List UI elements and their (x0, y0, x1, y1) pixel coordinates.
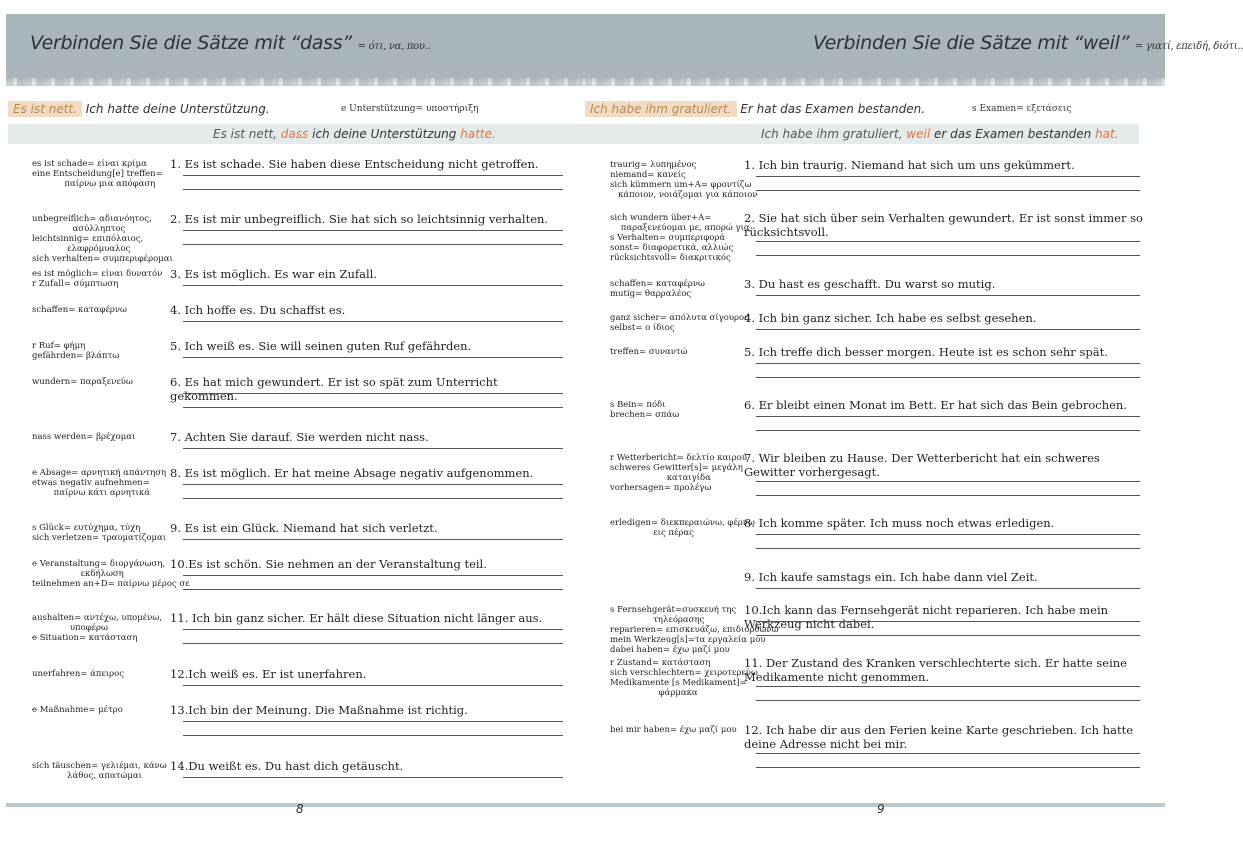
exercise-sentence: 10.Ich kann das Fernsehgerät nicht reparieren. Ich habe mein Werkzeug nicht dabei. (744, 603, 1109, 631)
exercise-sentence: 14.Du weißt es. Du hast dich getäuscht. (170, 759, 404, 773)
answer-line[interactable] (756, 241, 1140, 242)
answer-line[interactable] (756, 329, 1140, 330)
left-page (0, 0, 585, 849)
vocab-gloss: e Veranstaltung= διοργάνωση, εκδήλωση teilnehmen an+D= παίρνω μέρος σε (32, 559, 190, 589)
left-title (30, 32, 430, 54)
vocab-gloss: s Glück= ευτύχημα, τύχη sich verletzen= τραυματίζομαι (32, 523, 167, 543)
left-answer-conj: dass (280, 127, 309, 141)
answer-line[interactable] (756, 481, 1140, 482)
vocab-gloss: schaffen= καταφέρνω mutig= θαρραλέος (610, 279, 705, 299)
vocab-gloss: s Fernsehgerät=συσκευή της τηλεόρασης reparieren= επισκευάζω, επιδιορθώνω mein Werkzeug[s]=τα εργαλεία μου dabei haben= έχω μαζί μου (610, 605, 779, 655)
exercise-sentence: 12.Ich weiß es. Er ist unerfahren. (170, 667, 367, 681)
answer-line[interactable] (183, 685, 563, 686)
exercise-sentence: 10.Es ist schön. Sie nehmen an der Veranstaltung teil. (170, 557, 487, 571)
exercise-sentence: 7. Wir bleiben zu Hause. Der Wetterbericht hat ein schweres Gewitter vorhergesagt. (744, 451, 1100, 479)
right-page-number: 9 (877, 802, 885, 816)
right-title-suffix: = γιατί, επειδή, διότι.. (1134, 41, 1243, 52)
answer-line[interactable] (183, 407, 563, 408)
vocab-gloss: e Maßnahme= μέτρο (32, 705, 123, 715)
right-page (585, 0, 1243, 849)
exercise-sentence: 12. Ich habe dir aus den Ferien keine Karte geschrieben. Ich hatte deine Adresse nicht bei mir. (744, 723, 1134, 751)
exercise-sentence: 1. Ich bin traurig. Niemand hat sich um uns gekümmert. (744, 158, 1075, 172)
answer-line[interactable] (756, 635, 1140, 636)
exercise-sentence: 4. Ich bin ganz sicher. Ich habe es selbst gesehen. (744, 311, 1037, 325)
right-example-gloss: s Examen= εξετάσεις (972, 104, 1072, 114)
answer-line[interactable] (183, 393, 563, 394)
left-page-number: 8 (296, 802, 304, 816)
right-answer-mid: er das Examen bestanden (934, 127, 1092, 141)
exercise-sentence: 11. Der Zustand des Kranken verschlechterte sich. Er hatte seine Medikamente nicht genommen. (744, 656, 1127, 684)
answer-line[interactable] (756, 363, 1140, 364)
right-example-a: Ich habe ihm gratuliert. (585, 101, 737, 117)
left-title-suffix: = ότι, να, που.. (357, 41, 431, 52)
vocab-gloss: unbegreiflich= αδιανόητος, ασύλληπτος leichtsinnig= επιπόλαιος, ελαφρόμυαλος sich verhalten= συμπεριφέρομαι (32, 214, 173, 264)
left-example (8, 101, 270, 121)
right-footer-bar (585, 803, 1165, 807)
exercise-sentence: 7. Achten Sie darauf. Sie werden nicht nass. (170, 430, 429, 444)
vocab-gloss: es ist möglich= είναι δυνατόν r Zufall= σύμπτωση (32, 269, 163, 289)
exercise-sentence: 2. Sie hat sich über sein Verhalten gewundert. Er ist sonst immer so rücksichtsvoll. (744, 211, 1143, 239)
left-answer-prefix: Es ist nett, (213, 127, 277, 141)
right-title (813, 32, 1243, 54)
answer-line[interactable] (756, 190, 1140, 191)
vocab-gloss: bei mir haben= έχω μαζί μου (610, 725, 737, 735)
answer-line[interactable] (183, 244, 563, 245)
exercise-sentence: 13.Ich bin der Meinung. Die Maßnahme ist richtig. (170, 703, 468, 717)
exercise-sentence: 9. Ich kaufe samstags ein. Ich habe dann viel Zeit. (744, 570, 1038, 584)
right-example (585, 101, 925, 121)
exercise-sentence: 6. Es hat mich gewundert. Er ist so spät zum Unterricht gekommen. (170, 375, 498, 403)
answer-line[interactable] (756, 753, 1140, 754)
answer-line[interactable] (183, 189, 563, 190)
vocab-gloss: traurig= λυπημένος niemand= κανείς sich kümmern um+A= φροντίζω κάποιον, νοιάζομαι για κάποιον (610, 160, 758, 200)
answer-line[interactable] (183, 321, 563, 322)
vocab-gloss: e Absage= αρνητική απάντηση etwas negativ aufnehmen= παίρνω κάτι αρνητικά (32, 468, 167, 498)
answer-line[interactable] (183, 357, 563, 358)
exercise-sentence: 9. Es ist ein Glück. Niemand hat sich verletzt. (170, 521, 438, 535)
answer-line[interactable] (183, 175, 563, 176)
answer-line[interactable] (756, 700, 1140, 701)
vocab-gloss: r Wetterbericht= δελτίο καιρού schweres Gewitter[s]= μεγάλη καταιγίδα vorhersagen= προλέγω (610, 453, 747, 493)
answer-line[interactable] (756, 377, 1140, 378)
vocab-gloss: r Ruf= φήμη gefährden= βλάπτω (32, 341, 120, 361)
answer-line[interactable] (756, 534, 1140, 535)
left-answer-verb: hatte. (460, 127, 496, 141)
right-answer-conj: weil (906, 127, 931, 141)
answer-line[interactable] (183, 575, 563, 576)
vocab-gloss: erledigen= διεκπεραιώνω, φέρνω εις πέρας (610, 518, 755, 538)
vocab-gloss: es ist schade= είναι κρίμα eine Entscheidung[e] treffen= παίρνω μια απόφαση (32, 159, 163, 189)
answer-line[interactable] (756, 295, 1140, 296)
answer-line[interactable] (183, 589, 563, 590)
exercise-sentence: 8. Es ist möglich. Er hat meine Absage negativ aufgenommen. (170, 466, 534, 480)
answer-line[interactable] (756, 588, 1140, 589)
right-answer-verb: hat. (1095, 127, 1119, 141)
answer-line[interactable] (183, 230, 563, 231)
answer-line[interactable] (756, 430, 1140, 431)
answer-line[interactable] (183, 539, 563, 540)
left-example-a: Es ist nett. (8, 101, 82, 117)
answer-line[interactable] (756, 495, 1140, 496)
right-answer (585, 124, 1139, 144)
exercise-sentence: 11. Ich bin ganz sicher. Er hält diese Situation nicht länger aus. (170, 611, 543, 625)
exercise-sentence: 4. Ich hoffe es. Du schaffst es. (170, 303, 346, 317)
answer-line[interactable] (183, 498, 563, 499)
vocab-gloss: ganz sicher= απόλυτα σίγουρος selbst= ο ίδιος (610, 313, 749, 333)
answer-line[interactable] (756, 176, 1140, 177)
vocab-gloss: s Bein= πόδι brechen= σπάω (610, 400, 680, 420)
left-example-gloss: e Unterstützung= υποστήριξη (341, 104, 479, 114)
answer-line[interactable] (756, 767, 1140, 768)
answer-line[interactable] (756, 548, 1140, 549)
right-example-b: Er hat das Examen bestanden. (740, 102, 926, 116)
vocab-gloss: unerfahren= άπειρος (32, 669, 125, 679)
left-example-b: Ich hatte deine Unterstützung. (85, 102, 270, 116)
answer-line[interactable] (183, 735, 563, 736)
answer-line[interactable] (183, 285, 563, 286)
answer-line[interactable] (183, 721, 563, 722)
answer-line[interactable] (183, 484, 563, 485)
exercise-sentence: 5. Ich weiß es. Sie will seinen guten Ruf gefährden. (170, 339, 472, 353)
vocab-gloss: sich wundern über+A= παραξενεύομαι με, απορώ για s Verhalten= συμπεριφορά sonst= διαφορετικά, αλλιώς rücksichtsvoll= διακριτικός (610, 213, 750, 263)
vocab-gloss: r Zustand= κατάσταση sich verschlechtern= χειροτερεύω Medikamente [s Medikament]= φάρμακα (610, 658, 758, 698)
answer-line[interactable] (756, 416, 1140, 417)
vocab-gloss: schaffen= καταφέρνω (32, 305, 127, 315)
left-answer-mid: ich deine Unterstützung (312, 127, 457, 141)
vocab-gloss: aushalten= αντέχω, υπομένω, υποφέρω e Situation= κατάσταση (32, 613, 163, 643)
exercise-sentence: 6. Er bleibt einen Monat im Bett. Er hat sich das Bein gebrochen. (744, 398, 1127, 412)
vocab-gloss: sich täuschen= γελιέμαι, κάνω λάθος, απατώμαι (32, 761, 167, 781)
right-answer-prefix: Ich habe ihm gratuliert, (761, 127, 903, 141)
answer-line[interactable] (183, 629, 563, 630)
exercise-sentence: 5. Ich treffe dich besser morgen. Heute ist es schon sehr spät. (744, 345, 1108, 359)
exercise-sentence: 2. Es ist mir unbegreiflich. Sie hat sich so leichtsinnig verhalten. (170, 212, 549, 226)
exercise-sentence: 3. Es ist möglich. Es war ein Zufall. (170, 267, 378, 281)
answer-line[interactable] (183, 643, 563, 644)
left-title-text: Verbinden Sie die Sätze mit “dass” (30, 32, 352, 54)
vocab-gloss: treffen= συναντώ (610, 347, 688, 357)
answer-line[interactable] (183, 448, 563, 449)
answer-line[interactable] (756, 686, 1140, 687)
right-title-text: Verbinden Sie die Sätze mit “weil” (813, 32, 1130, 54)
exercise-sentence: 3. Du hast es geschafft. Du warst so mutig. (744, 277, 996, 291)
exercise-sentence: 1. Es ist schade. Sie haben diese Entscheidung nicht getroffen. (170, 157, 539, 171)
left-answer (8, 124, 585, 144)
vocab-gloss: nass werden= βρέχομαι (32, 432, 136, 442)
answer-line[interactable] (183, 777, 563, 778)
answer-line[interactable] (756, 255, 1140, 256)
exercise-sentence: 8. Ich komme später. Ich muss noch etwas erledigen. (744, 516, 1055, 530)
vocab-gloss: wundern= παραξενεύω (32, 377, 133, 387)
answer-line[interactable] (756, 621, 1140, 622)
